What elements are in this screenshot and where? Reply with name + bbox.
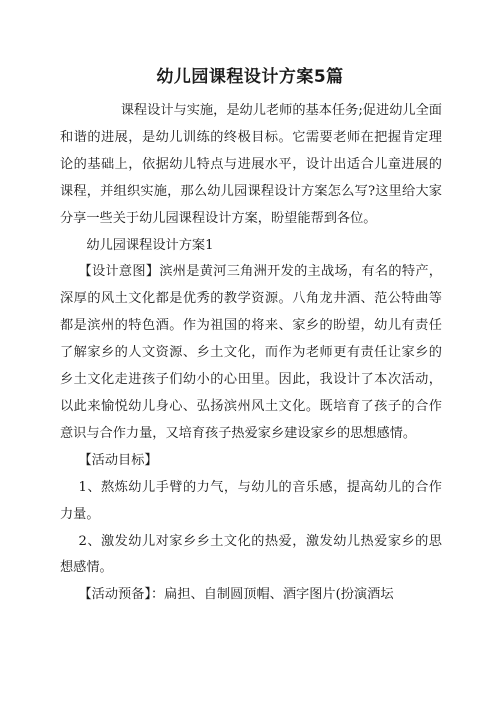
activity-goals-heading: 【活动目标】: [78, 452, 158, 468]
intro-paragraph: 课程设计与实施，是幼儿老师的基本任务;促进幼儿全面和谐的进展，是幼儿训练的终极目标。它需要老师在把握肯定理论的基础上，依据幼儿特点与进展水平，设计出适合儿童进展的课程，并组织实施，那么幼儿园课程设计方案怎么写?这里给大家分享一些关于幼儿园课程设计方案，盼望能帮到各位。: [60, 103, 442, 226]
goal-item-1: 1、熬炼幼儿手臂的力气，与幼儿的音乐感，提高幼儿的合作力量。: [60, 479, 442, 522]
activity-preparation-paragraph: 【活动预备】：扁担、自制圆顶帽、酒字图片(扮演酒坛: [78, 587, 394, 603]
document-body: [60, 98, 442, 609]
design-intent-paragraph: 【设计意图】滨州是黄河三角洲开发的主战场，有名的特产，深厚的风土文化都是优秀的教学资源。八角龙井酒、范公特曲等都是滨州的特色酒。作为祖国的将来、家乡的盼望，幼儿有责任了解家乡的人文资源、乡土文化，而作为老师更有责任让家乡的乡土文化走进孩子们幼小的心田里。因此，我设计了本次活动，以此来愉悦幼儿身心、弘扬滨州风土文化。既培育了孩子的合作意识与合作力量，又培育孩子热爱家乡建设家乡的思想感情。: [60, 264, 442, 441]
document-title: 幼儿园课程设计方案5篇: [156, 67, 344, 87]
section-heading: 幼儿园课程设计方案1: [86, 237, 214, 253]
goal-item-2: 2、激发幼儿对家乡乡土文化的热爱，激发幼儿热爱家乡的思想感情。: [60, 533, 442, 576]
